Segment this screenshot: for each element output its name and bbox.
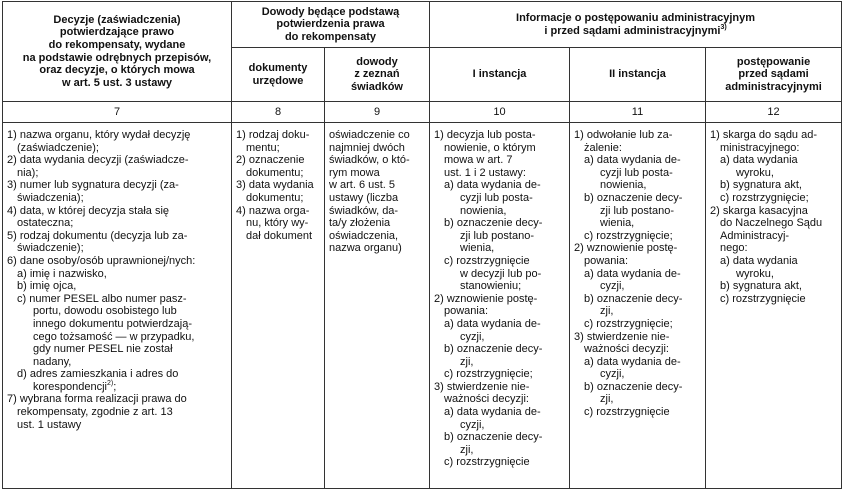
cell-line: c) rozstrzygnięcie; [720, 191, 809, 204]
cell-line: a) data wydania de- [584, 267, 681, 280]
cell-line: nu, który wy- [246, 217, 309, 230]
cell-line: powania: [584, 254, 629, 267]
court-proceedings-cell [706, 123, 842, 489]
header-line: dokumenty [248, 61, 308, 74]
cell-line: wyroku, [736, 267, 774, 280]
header-decisions-line: oraz decyzje, o których mowa [39, 64, 195, 77]
header-line: postępowanie [736, 55, 811, 68]
cell-line: c) rozstrzygnięcie [444, 254, 530, 267]
cell-line: d) adres zamieszkania i adres do [17, 368, 179, 381]
cell-line: c) rozstrzygnięcie [444, 456, 530, 469]
cell-line: a) data wydania [720, 154, 798, 167]
cell-text: ; [113, 380, 117, 393]
official-documents-cell [232, 123, 325, 489]
cell-line: innego dokumentu potwierdzają- [33, 317, 192, 330]
cell-line: ostateczna; [17, 217, 74, 230]
cell-line: wienia, [600, 217, 635, 230]
cell-line: a) data wydania de- [584, 355, 681, 368]
cell-line: stanowieniu; [460, 280, 522, 293]
cell-text: korespondencji [33, 380, 107, 393]
cell-line: zji, [600, 305, 614, 318]
cell-line: ustawy (liczba [329, 191, 399, 204]
cell-line: w decyzji lub po- [460, 267, 542, 280]
column-number: 12 [706, 102, 842, 123]
header-decisions-line: w art. 5 ust. 3 ustawy [61, 76, 173, 89]
cell-line: dał dokument [246, 229, 313, 242]
cell-line: cyzji lub posta- [600, 166, 673, 179]
column-number: 10 [430, 102, 570, 123]
cell-line: b) sygnatura akt, [720, 179, 802, 192]
cell-line: cego tożsamość — w przypadku, [33, 330, 195, 343]
header-line: przed sądami [738, 68, 809, 81]
header-first-instance [430, 48, 570, 102]
cell-line: 5) rodzaj dokumentu (decyzja lub za- [7, 229, 188, 242]
cell-line: dokumentu; [246, 191, 304, 204]
cell-line: nowienie, o którym [444, 141, 536, 154]
cell-line: b) imię ojca, [17, 280, 77, 293]
cell-line: 3) data wydania [236, 179, 314, 192]
cell-line: powania: [444, 305, 489, 318]
header-court-proceedings [706, 48, 842, 102]
header-admin-text: i przed sądami administracyjnymi [544, 24, 721, 37]
cell-line: a) imię i nazwisko, [17, 267, 107, 280]
cell-line: 2) data wydania decyzji (zaświadcze- [7, 154, 189, 167]
cell-line: gdy numer PESEL nie został [33, 343, 173, 356]
cell-line: dokumentu; [246, 166, 304, 179]
first-instance-cell [430, 123, 570, 489]
cell-line: wyroku, [736, 166, 774, 179]
cell-line: cyzji, [600, 280, 625, 293]
footnote-ref: 3) [720, 23, 727, 31]
cell-line: c) rozstrzygnięcie; [584, 229, 673, 242]
cell-line: c) rozstrzygnięcie; [444, 368, 533, 381]
cell-line: nadany, [33, 355, 72, 368]
cell-line: 1) skarga do sądu ad- [710, 129, 818, 141]
cell-line: zji, [460, 355, 474, 368]
cell-line: a) data wydania de- [444, 179, 541, 192]
cell-line: c) numer PESEL albo numer pasz- [17, 292, 187, 305]
header-line: I instancja [472, 68, 527, 81]
cell-line: 1) rodzaj doku- [236, 129, 310, 141]
cell-line: 4) nazwa orga- [236, 204, 310, 217]
header-line: II instancja [609, 68, 666, 81]
cell-line: świadków, o któ- [329, 154, 410, 167]
cell-line: c) rozstrzygnięcie; [584, 317, 673, 330]
cell-line: cyzji lub posta- [460, 191, 533, 204]
header-evidence-line: potwierdzenia prawa [276, 18, 385, 31]
header-admin-line: Informacje o postępowaniu administracyjnym [516, 11, 756, 24]
cell-line: 7) wybrana forma realizacji prawa do [7, 393, 187, 406]
cell-line: nowienia, [460, 204, 507, 217]
cell-line: a) data wydania [720, 254, 798, 267]
cell-line: rym mowa [329, 166, 380, 179]
cell-line: ust. 1 i 2 ustawy: [444, 166, 526, 179]
cell-line: ważności decyzji: [444, 393, 529, 406]
cell-line: 2) wznowienie postę- [574, 242, 678, 255]
cell-line: b) oznaczenie decy- [444, 217, 543, 230]
cell-line [7, 381, 227, 394]
cell-line: ważności decyzji: [584, 343, 669, 356]
header-official-documents [232, 48, 325, 102]
header-line: urzędowe [252, 74, 304, 87]
cell-line: cyzji, [460, 330, 485, 343]
cell-line: mentu; [246, 141, 280, 154]
cell-line: 2) wznowienie postę- [434, 292, 538, 305]
cell-line: 1) odwołanie lub za- [574, 129, 673, 141]
witness-statement-cell [325, 123, 430, 489]
cell-line: rekompensaty, zgodnie z art. 13 [17, 406, 173, 419]
cell-line: zji lub postano- [600, 204, 674, 217]
compensation-info-table [2, 1, 842, 489]
cell-line: 3) stwierdzenie nie- [574, 330, 670, 343]
cell-line: żalenie: [584, 141, 622, 154]
second-instance-cell [570, 123, 706, 489]
header-line: z zeznań [354, 68, 400, 81]
header-evidence-group [232, 2, 430, 48]
cell-line: (zaświadczenie); [17, 141, 99, 154]
header-line: administracyjnymi [725, 80, 822, 93]
cell-line: b) oznaczenie decy- [584, 191, 683, 204]
cell-line: a) data wydania de- [444, 406, 541, 419]
header-decisions-line: na podstawie odrębnych przepisów, [22, 51, 212, 64]
cell-line: 1) decyzja lub posta- [434, 129, 536, 141]
column-number: 8 [232, 102, 325, 123]
cell-line: Administracyj- [720, 229, 790, 242]
footnote-ref: 2) [107, 379, 114, 387]
header-second-instance [570, 48, 706, 102]
cell-line: 4) data, w której decyzja stała się [7, 204, 170, 217]
cell-line: nowienia, [600, 179, 647, 192]
header-admin-line [434, 25, 837, 38]
cell-line: b) oznaczenie decy- [584, 380, 683, 393]
cell-line: c) rozstrzygnięcie [584, 406, 670, 419]
header-line: świadków [351, 80, 403, 93]
cell-line: c) rozstrzygnięcie [720, 292, 806, 305]
header-decisions-line: Decyzje (zaświadczenia) [53, 13, 181, 26]
header-witness-evidence [325, 48, 430, 102]
decision-details-cell [3, 123, 232, 489]
cell-line: nia); [17, 166, 39, 179]
column-number: 7 [3, 102, 232, 123]
cell-line: b) oznaczenie decy- [584, 292, 683, 305]
cell-line: portu, dowodu osobistego lub [33, 305, 177, 318]
cell-line: ta/y złożenia [329, 217, 391, 230]
cell-line: 2) oznaczenie [236, 154, 305, 167]
header-evidence-line: do rekompensaty [284, 30, 377, 43]
cell-line: 6) dane osoby/osób uprawnionej/nych: [7, 254, 196, 267]
cell-line: oświadczenie co [329, 129, 410, 141]
cell-line: b) oznaczenie decy- [444, 343, 543, 356]
column-number: 9 [325, 102, 430, 123]
cell-line: świadków, da- [329, 204, 399, 217]
cell-line: 3) stwierdzenie nie- [434, 380, 530, 393]
cell-line: do Naczelnego Sądu [720, 217, 823, 230]
cell-line: zji lub postano- [460, 229, 534, 242]
cell-line: cyzji, [460, 418, 485, 431]
header-decisions-line: do rekompensaty, wydane [48, 38, 186, 51]
cell-line: oświadczenia, [329, 229, 399, 242]
cell-line: ministracyjnego: [720, 141, 800, 154]
header-decisions-line: potwierdzające prawo [59, 26, 175, 39]
cell-line: nazwa organu) [329, 242, 402, 255]
cell-line: świadczenie); [17, 242, 84, 255]
cell-line: ust. 1 ustawy [17, 418, 82, 431]
cell-line: najmniej dwóch [329, 141, 405, 154]
cell-line: wienia, [460, 242, 495, 255]
cell-line: 1) nazwa organu, który wydał decyzję [7, 129, 191, 141]
column-number: 11 [570, 102, 706, 123]
header-evidence-line: Dowody będące podstawą [261, 5, 400, 18]
cell-line: 2) skarga kasacyjna [710, 204, 808, 217]
cell-line: a) data wydania de- [444, 317, 541, 330]
cell-line: a) data wydania de- [584, 154, 681, 167]
cell-line: świadczenia); [17, 191, 84, 204]
header-line: dowody [356, 55, 398, 68]
cell-line: w art. 6 ust. 5 [329, 179, 396, 192]
cell-line: zji, [460, 443, 474, 456]
cell-line: cyzji, [600, 368, 625, 381]
cell-line: 3) numer lub sygnatura decyzji (za- [7, 179, 179, 192]
header-decisions [3, 2, 232, 102]
cell-line: zji, [600, 393, 614, 406]
header-admin-proceedings-group [430, 2, 842, 48]
cell-line: b) oznaczenie decy- [444, 431, 543, 444]
cell-line: nego: [720, 242, 748, 255]
cell-line: mowa w art. 7 [444, 154, 513, 167]
cell-line: b) sygnatura akt, [720, 280, 802, 293]
